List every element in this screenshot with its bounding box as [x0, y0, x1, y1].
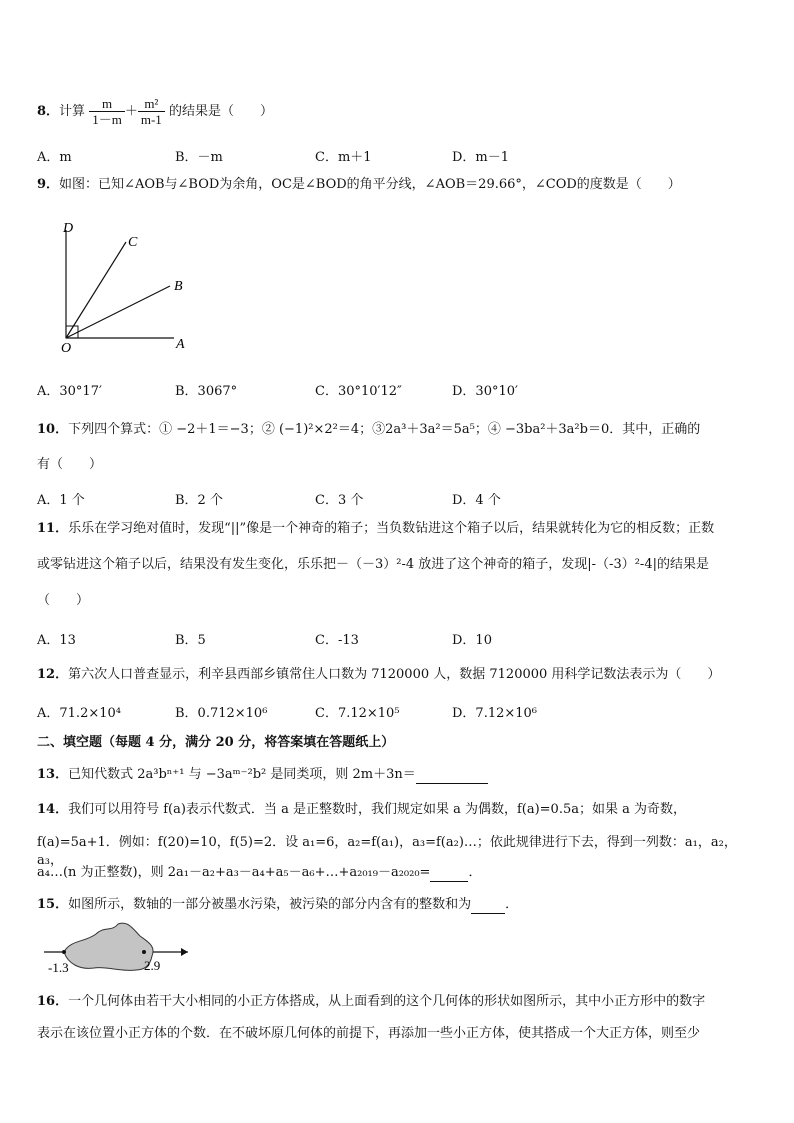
question-stem: 已知代数式 2a³bⁿ⁺¹ 与 −3aᵐ⁻²b² 是同类项，则 2m＋3n＝	[68, 767, 416, 782]
question-11	[37, 520, 757, 538]
question-11-line3	[37, 592, 757, 610]
question-stem: 如图所示，数轴的一部分被墨水污染，被污染的部分内含有的整数和为	[68, 897, 472, 912]
question-number: 8．	[37, 104, 60, 119]
option-c[interactable]: C．3 个	[315, 493, 364, 508]
question-15	[37, 896, 757, 914]
option-a[interactable]: A．m	[37, 150, 72, 165]
label-c: C	[128, 235, 138, 250]
label-right: 2.9	[144, 958, 161, 973]
plus-sign: ＋	[124, 104, 138, 119]
option-b[interactable]: B．3067°	[175, 384, 238, 399]
question-10	[37, 421, 757, 439]
question-stem: 下列四个算式：① −2＋1＝−3；② (−1)²×2²＝4；③2a³＋3a²＝5a⁵；④ −3ba²＋3a²b＝0．其中，正确的	[68, 422, 701, 437]
options-q11	[37, 629, 757, 647]
question-number: 10．	[37, 422, 69, 437]
answer-blank[interactable]	[471, 901, 505, 914]
question-stem-cont: 有（ ）	[37, 457, 103, 472]
question-16	[37, 993, 757, 1011]
question-line-2: 或零钻进这个箱子以后，结果没有发生变化，乐乐把－（－3）²-4 放进了这个神奇的箱子，发现|-（-3）²-4|的结果是	[37, 557, 709, 572]
option-a[interactable]: A．30°17′	[37, 384, 102, 399]
question-number: 16．	[37, 994, 69, 1009]
question-9	[37, 176, 757, 194]
fraction-1: $\frac{m}{1-m}$	[89, 96, 125, 127]
options-q10	[37, 489, 757, 507]
question-number: 12．	[37, 667, 69, 682]
option-a[interactable]: A．71.2×10⁴	[37, 706, 121, 721]
option-d[interactable]: D．7.12×10⁶	[452, 706, 538, 721]
question-11-line2	[37, 556, 757, 574]
question-14	[37, 801, 757, 819]
question-line-1: 我们可以用符号 f(a)表示代数式．当 a 是正整数时，我们规定如果 a 为偶数，f(a)=0.5a；如果 a 为奇数，	[68, 802, 687, 817]
fraction-2: $\frac{\text{m²}}{m-1}$	[138, 96, 165, 127]
question-number: 11．	[37, 521, 69, 536]
option-b[interactable]: B．－m	[175, 150, 223, 165]
option-d[interactable]: D．30°10′	[452, 384, 518, 399]
question-stem: 如图：已知∠AOB与∠BOD为余角，OC是∠BOD的角平分线，∠AOB＝29.66°，∠COD的度数是（ ）	[59, 177, 681, 192]
question-line-3: a₄…(n 为正整数)，则 2a₁－a₂+a₃－a₄+a₅－a₆+…+a₂₀₁₉－a₂₀₂₀=	[37, 865, 431, 880]
period: ．	[468, 865, 482, 880]
question-number: 14．	[37, 802, 69, 817]
option-a[interactable]: A．1 个	[37, 493, 85, 508]
angle-figure	[56, 218, 196, 356]
question-stem: 计算	[59, 104, 86, 119]
option-c[interactable]: C．30°10′12″	[315, 384, 402, 399]
option-b[interactable]: B．0.712×10⁶	[175, 706, 268, 721]
question-number: 13．	[37, 767, 69, 782]
question-number: 9．	[37, 177, 60, 192]
question-number: 15．	[37, 897, 69, 912]
number-line-figure	[40, 920, 192, 978]
question-line-1: 乐乐在学习绝对值时，发现“||”像是一个神奇的箱子；当负数钻进这个箱子以后，结果就转化为它的相反数；正数	[68, 521, 715, 536]
option-d[interactable]: D．4 个	[452, 493, 501, 508]
option-a[interactable]: A．13	[37, 633, 76, 648]
label-d: D	[63, 221, 74, 236]
question-10-cont	[37, 456, 757, 474]
option-c[interactable]: C．7.12×10⁵	[315, 706, 400, 721]
label-o: O	[61, 341, 72, 356]
section-heading: 二、填空题（每题 4 分，满分 20 分，将答案填在答题纸上）	[37, 735, 395, 750]
option-b[interactable]: B．5	[175, 633, 206, 648]
option-c[interactable]: C．-13	[315, 633, 359, 648]
option-b[interactable]: B．2 个	[175, 493, 223, 508]
question-16-line2	[37, 1025, 757, 1043]
label-a: A	[176, 337, 185, 352]
option-c[interactable]: C．m＋1	[315, 150, 372, 165]
question-14-line3	[37, 864, 757, 882]
option-d[interactable]: D．m－1	[452, 150, 510, 165]
question-tail: 的结果是（ ）	[168, 104, 273, 119]
question-12	[37, 666, 757, 684]
question-8	[37, 96, 757, 127]
period: ．	[505, 897, 519, 912]
label-left: -1.3	[48, 960, 69, 975]
label-b: B	[174, 279, 183, 294]
question-line-1: 一个几何体由若干大小相同的小正方体搭成，从上面看到的这个几何体的形状如图所示，其中小正方形中的数字	[68, 994, 706, 1009]
answer-blank[interactable]	[416, 771, 488, 784]
question-13	[37, 766, 757, 784]
options-q9	[37, 380, 757, 398]
question-line-2: 表示在该位置小正方体的个数．在不破坏原几何体的前提下，再添加一些小正方体，使其搭成一个大正方体，则至少	[37, 1026, 701, 1041]
options-q12	[37, 702, 757, 720]
option-d[interactable]: D．10	[452, 633, 492, 648]
question-stem: 第六次人口普查显示，利辛县西部乡镇常住人口数为 7120000 人，数据 7120000 用科学记数法表示为（ ）	[68, 667, 721, 682]
question-line-3: （ ）	[37, 593, 90, 608]
ink-blot	[64, 923, 153, 970]
answer-blank[interactable]	[430, 869, 468, 882]
options-q8	[37, 146, 757, 164]
question-line-2: f(a)=5a+1．例如：f(20)=10，f(5)=2．设 a₁=6，a₂=f(a₁)，a₃=f(a₂)…；依此规律进行下去，得到一列数：a₁，a₂，a₃，	[37, 835, 737, 868]
